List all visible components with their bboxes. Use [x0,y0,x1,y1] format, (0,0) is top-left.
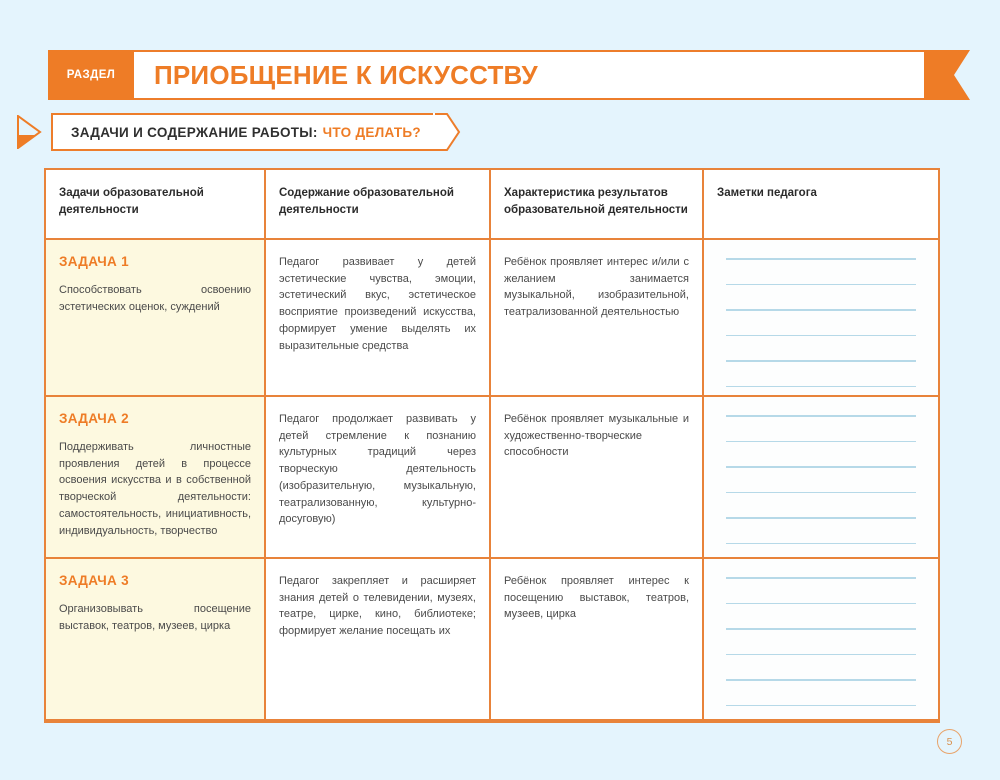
task-cell [46,559,266,719]
tasks-table [44,168,940,723]
note-line [726,517,916,519]
column-header-tasks: Задачи образовательной деятельности [46,170,266,238]
note-line [726,705,916,707]
notes-cell[interactable] [704,240,938,395]
note-line [726,360,916,362]
banner-ribbon-tail-icon [924,50,982,100]
task-description: Поддерживать личностные проявления детей в процессе освоения искусства и в собственной творческой деятельности: самостоятельность, инициативность, индивидуальность, творчество [59,441,251,537]
note-line [726,386,916,388]
results-description: Ребёнок проявляет интерес к посещению выставок, театров, музеев, цирка [504,575,689,621]
subtitle-accent-text: ЧТО ДЕЛАТЬ? [322,124,421,140]
notes-cell[interactable] [704,559,938,719]
column-header-notes: Заметки педагога [704,170,938,238]
page-title: ПРИОБЩЕНИЕ К ИСКУССТВУ [154,59,538,90]
note-line [726,679,916,681]
content-description: Педагог продолжает развивать у детей стремление к познанию культурных традиций через творческую деятельность (изобразительную, музыкальную, театрализованную, культурно-досуговую) [279,413,476,526]
section-banner-body [48,50,928,100]
note-line [726,543,916,545]
task-description: Организовывать посещение выставок, театров, музеев, цирка [59,603,251,632]
column-header-results: Характеристика результатов образовательной деятельности [491,170,704,238]
note-line [726,492,916,494]
note-line [726,466,916,468]
notes-writing-area[interactable] [704,240,938,395]
task-title: ЗАДАЧА 1 [59,254,129,269]
content-cell [266,397,491,557]
results-cell [491,240,704,395]
notes-writing-area[interactable] [704,559,938,719]
notes-cell[interactable] [704,397,938,557]
note-line [726,415,916,417]
content-cell [266,240,491,395]
note-line [726,441,916,443]
chevron-right-icon [16,115,42,149]
subtitle-ribbon [16,112,435,152]
table-row [46,559,938,719]
task-description: Способствовать освоению эстетических оценок, суждений [59,284,251,313]
note-line [726,654,916,656]
note-line [726,258,916,260]
note-line [726,309,916,311]
subtitle-notch-icon [433,113,461,151]
content-description: Педагог развивает у детей эстетические чувства, эмоции, эстетический вкус, эстетическое восприятие произведений искусства, формирует умение выделять их выразительные средства [279,256,476,352]
subtitle-main-text: ЗАДАЧИ И СОДЕРЖАНИЕ РАБОТЫ: [71,124,318,140]
results-cell [491,559,704,719]
table-row [46,397,938,559]
table-row [46,240,938,397]
note-line [726,628,916,630]
task-cell [46,397,266,557]
column-header-content: Содержание образовательной деятельности [266,170,491,238]
page-number-badge: 5 [937,729,962,754]
content-cell [266,559,491,719]
task-title: ЗАДАЧА 2 [59,411,129,426]
note-line [726,335,916,337]
results-description: Ребёнок проявляет интерес и/или с желанием занимается музыкальной, изобразительной, театрализованной деятельностью [504,256,689,319]
table-header-row [46,170,938,240]
results-description: Ребёнок проявляет музыкальные и художественно-творческие способности [504,413,689,459]
results-cell [491,397,704,557]
subtitle-box [51,113,435,151]
note-line [726,284,916,286]
section-header-banner [48,50,948,100]
content-description: Педагог закрепляет и расширяет знания детей о телевидении, музеях, театре, цирке, кино, библиотеке; формирует желание посещать их [279,575,476,638]
task-cell [46,240,266,395]
notes-writing-area[interactable] [704,397,938,557]
note-line [726,603,916,605]
task-title: ЗАДАЧА 3 [59,573,129,588]
note-line [726,577,916,579]
section-label-badge: РАЗДЕЛ [48,50,134,100]
